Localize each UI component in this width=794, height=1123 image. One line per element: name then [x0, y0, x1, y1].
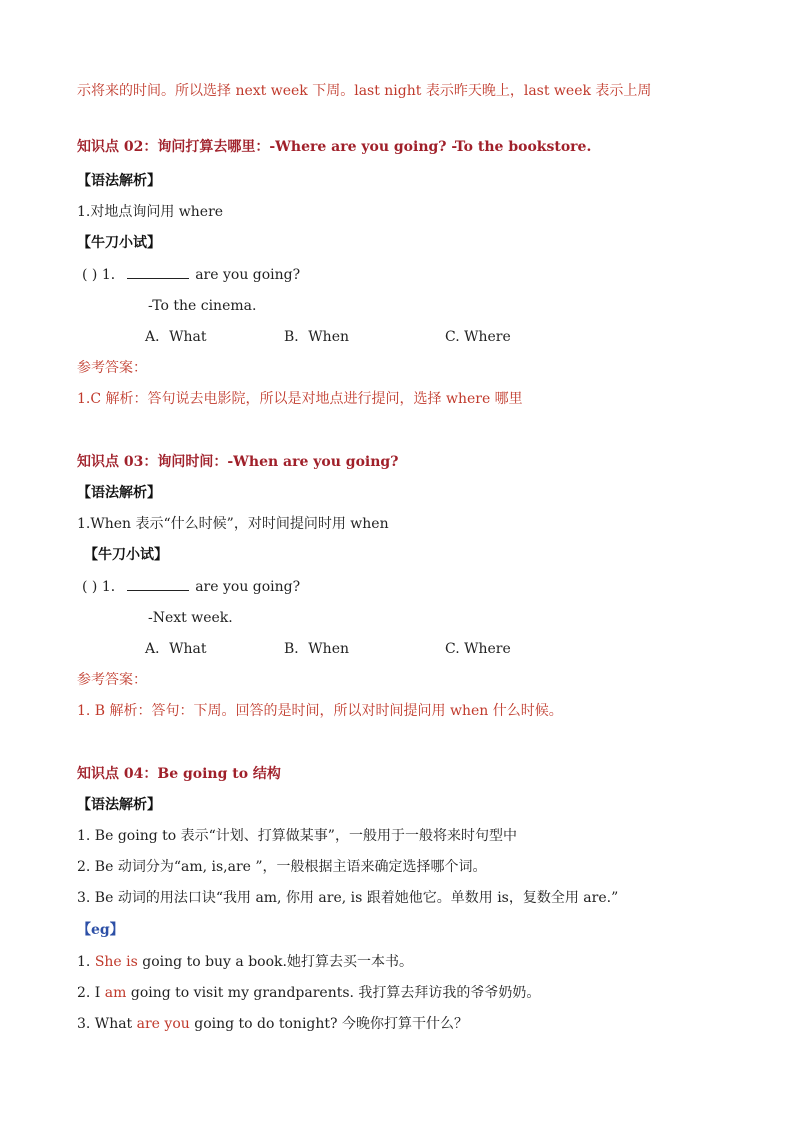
- answer-paren: ( ): [82, 267, 98, 283]
- question-number: 1．: [101, 267, 125, 283]
- kp04-example-2: [77, 983, 540, 1003]
- example-text: going to do tonight? 今晚你打算干什么？: [189, 1016, 468, 1032]
- kp03-option-a: A．What: [145, 641, 207, 657]
- kp04-eg-label: 【eg】: [77, 922, 124, 938]
- example-highlight: am: [104, 985, 127, 1001]
- kp02-ref-text: 1.C 解析：答句说去电影院，所以是对地点进行提问，选择 where 哪里: [77, 391, 523, 407]
- kp04-grammar-3: 3. Be 动词的用法口诀“我用 am, 你用 are, is 跟着她他它。单数用 is，复数全用 are.”: [77, 890, 619, 906]
- example-number: 1.: [77, 954, 95, 970]
- example-highlight: She is: [94, 954, 138, 970]
- kp02-question-answer: -To the cinema.: [148, 298, 257, 314]
- kp02-title: 知识点 02：询问打算去哪里：-Where are you going? -To the bookstore.: [77, 139, 592, 155]
- kp04-example-1: [77, 952, 413, 972]
- example-number: 2. I: [77, 985, 105, 1001]
- kp02-grammar-1: 1.对地点询问用 where: [77, 204, 224, 220]
- kp02-grammar-label: 【语法解析】: [77, 173, 161, 189]
- question-text: are you going?: [195, 267, 301, 283]
- answer-blank: [127, 264, 189, 279]
- example-number: 3. What: [77, 1016, 137, 1032]
- kp04-grammar-label: 【语法解析】: [77, 797, 161, 813]
- kp03-grammar-1: 1.When 表示“什么时候”，对时间提问时用 when: [77, 516, 389, 532]
- kp03-ref-text: 1. B 解析：答句：下周。回答的是时间，所以对时间提问用 when 什么时候。: [77, 703, 563, 719]
- kp04-example-3: [77, 1014, 468, 1034]
- kp04-grammar-1: 1. Be going to 表示“计划、打算做某事”，一般用于一般将来时句型中: [77, 828, 517, 844]
- kp04-grammar-2: 2. Be 动词分为“am, is,are ”，一般根据主语来确定选择哪个词。: [77, 859, 487, 875]
- kp02-ref-label: 参考答案：: [77, 360, 147, 376]
- question-number: 1．: [101, 579, 125, 595]
- kp02-option-a: A．What: [145, 329, 207, 345]
- example-text: going to visit my grandparents. 我打算去拜访我的爷爷奶奶。: [126, 985, 541, 1001]
- question-text: are you going?: [195, 579, 301, 595]
- kp02-practice-label: 【牛刀小试】: [77, 235, 161, 251]
- kp02-question: [82, 264, 300, 285]
- kp04-title: 知识点 04：Be going to 结构: [77, 766, 281, 782]
- answer-paren: ( ): [82, 579, 98, 595]
- kp03-question-answer: -Next week.: [148, 610, 233, 626]
- kp03-option-b: B．When: [284, 641, 349, 657]
- kp03-practice-label: 【牛刀小试】: [84, 547, 168, 563]
- intro-line: 示将来的时间。所以选择 next week 下周。last night 表示昨天晚上，last week 表示上周: [77, 83, 652, 99]
- example-text: going to buy a book.她打算去买一本书。: [137, 954, 413, 970]
- kp03-ref-label: 参考答案：: [77, 672, 147, 688]
- answer-blank: [127, 576, 189, 591]
- example-highlight: are you: [136, 1016, 190, 1032]
- kp03-question: [82, 576, 300, 597]
- kp02-option-c: C. Where: [445, 329, 511, 345]
- kp03-grammar-label: 【语法解析】: [77, 485, 161, 501]
- kp03-option-c: C. Where: [445, 641, 511, 657]
- kp03-title: 知识点 03：询问时间：-When are you going?: [77, 454, 399, 470]
- kp02-option-b: B．When: [284, 329, 349, 345]
